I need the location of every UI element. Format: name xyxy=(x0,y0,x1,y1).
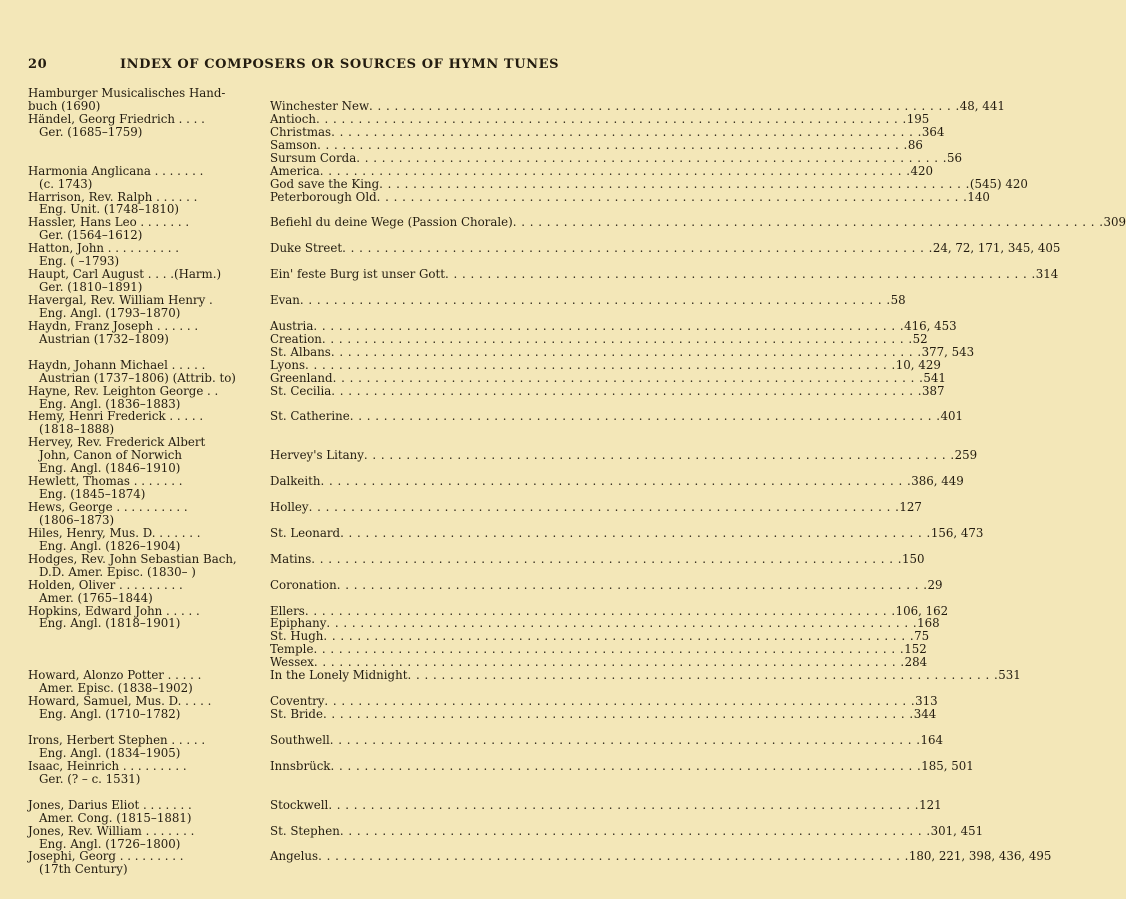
composer-text: Hopkins, Edward John . . . . . xyxy=(28,603,200,618)
index-line xyxy=(28,577,943,592)
hymn-numbers: 313 xyxy=(915,694,938,709)
composer-text: Ger. (1564–1612) xyxy=(39,228,143,243)
hymn-numbers: 86 xyxy=(907,137,923,152)
dot-leader: . . . . . . . . . . . . . . . . . . . . . . . . . . . . . . . . . . . . . . . . . . . . . . . . . . . . . . . . . . . . . . . . . . . . . . xyxy=(318,849,909,864)
tune-column xyxy=(270,139,923,152)
tune-name: Befiehl du deine Wege (Passion Chorale) xyxy=(270,215,513,230)
index-line xyxy=(28,566,598,579)
tune-column xyxy=(270,747,598,760)
composer-text: John, Canon of Norwich xyxy=(39,448,182,463)
composer-text: Hervey, Rev. Frederick Albert xyxy=(28,435,206,450)
hymn-numbers: 24, 72, 171, 345, 405 xyxy=(932,241,1061,256)
index-entries xyxy=(28,86,1126,877)
tune-column xyxy=(270,708,936,721)
index-entry xyxy=(28,409,963,437)
hymn-numbers: 420 xyxy=(910,163,934,178)
index-entry xyxy=(28,668,1021,696)
tune-column xyxy=(270,475,964,488)
index-entry xyxy=(28,823,984,851)
dot-leader: . . . . . . . . . . . . . . . . . . . . . . . . . . . . . . . . . . . . . . . . . . . . . . . . . . . . . . . . . . . . . . . . . . . . . . xyxy=(363,448,955,463)
tune-column xyxy=(270,825,983,838)
tune-name: Coronation xyxy=(270,577,337,592)
index-entry xyxy=(28,318,975,359)
dot-leader: . . . . . . . . . . . . . . . . . . . . . . . . . . . . . . . . . . . . . . . . . . . . . . . . . . . . . . . . . . . . . . . . . . . . . . xyxy=(330,344,922,359)
composer-text: Eng. Angl. (1726–1800) xyxy=(39,836,181,851)
composer-text: Eng. (1845–1874) xyxy=(39,487,146,502)
composer-text: (1806–1873) xyxy=(39,512,115,527)
composer-text: Jones, Darius Eliot . . . . . . . xyxy=(28,797,192,812)
tune-column xyxy=(270,423,598,436)
tune-column xyxy=(270,165,933,178)
index-entry xyxy=(28,383,945,411)
composer-text xyxy=(28,139,270,152)
hymn-numbers: 140 xyxy=(967,189,990,204)
index-line xyxy=(28,525,984,540)
tune-name: Christmas xyxy=(270,124,332,139)
hymn-numbers: 364 xyxy=(921,124,945,139)
dot-leader: . . . . . . . . . . . . . . . . . . . . . . . . . . . . . . . . . . . . . . . . . . . . . . . . . . . . . . . . . . . . . . . . . . . . . . xyxy=(321,331,913,346)
tune-column xyxy=(270,268,1058,281)
index-entry xyxy=(28,86,1005,113)
dot-leader: . . . . . . . . . . . . . . . . . . . . . . . . . . . . . . . . . . . . . . . . . . . . . . . . . . . . . . . . . . . . . . . . . . . . . . xyxy=(407,668,999,683)
tune-name: Wessex xyxy=(270,655,314,670)
index-line xyxy=(28,747,598,760)
index-entry xyxy=(28,694,938,721)
index-line xyxy=(28,797,942,812)
dot-leader: . . . . . . . . . . . . . . . . . . . . . . . . . . . . . . . . . . . . . . . . . . . . . . . . . . . . . . . . . . . . . . . . . . . . . . xyxy=(320,474,912,489)
tune-name: Ellers xyxy=(270,603,305,618)
hymn-numbers: 185, 501 xyxy=(921,758,974,773)
hymn-numbers: 156, 473 xyxy=(930,525,984,540)
composer-text: Haupt, Carl August . . . .(Harm.) xyxy=(28,267,222,282)
index-line xyxy=(28,540,598,553)
tune-column xyxy=(270,579,942,592)
tune-name: Duke Street xyxy=(270,241,343,256)
dot-leader: . . . . . . . . . . . . . . . . . . . . . . . . . . . . . . . . . . . . . . . . . . . . . . . . . . . . . . . . . . . . . . . . . . . . . . xyxy=(445,267,1036,282)
composer-text xyxy=(28,630,270,643)
composer-text: Eng. Angl. (1793–1870) xyxy=(39,305,181,320)
index-line xyxy=(28,823,984,838)
page-title: INDEX OF COMPOSERS OR SOURCES OF HYMN TUNES xyxy=(120,57,560,72)
composer-text: Hiles, Henry, Mus. D. . . . . . . xyxy=(28,525,201,540)
tune-column xyxy=(270,592,598,605)
dot-leader: . . . . . . . . . . . . . . . . . . . . . . . . . . . . . . . . . . . . . . . . . . . . . . . . . . . . . . . . . . . . . . . . . . . . . . xyxy=(311,551,903,566)
tune-column xyxy=(270,863,598,876)
hymn-numbers: 301, 451 xyxy=(930,823,984,838)
hymn-numbers: 314 xyxy=(1035,267,1059,282)
hymn-numbers: 164 xyxy=(920,732,944,747)
hymn-numbers: 541 xyxy=(923,370,946,385)
dot-leader: . . . . . . . . . . . . . . . . . . . . . . . . . . . . . . . . . . . . . . . . . . . . . . . . . . . . . . . . . . . . . . . . . . . . . . xyxy=(331,124,922,139)
tune-column xyxy=(270,178,1028,191)
dot-leader: . . . . . . . . . . . . . . . . . . . . . . . . . . . . . . . . . . . . . . . . . . . . . . . . . . . . . . . . . . . . . . . . . . . . . . xyxy=(326,616,918,631)
tune-column xyxy=(270,242,1060,255)
index-line xyxy=(28,863,598,876)
tune-name: Innsbrück xyxy=(270,758,331,773)
dot-leader: . . . . . . . . . . . . . . . . . . . . . . . . . . . . . . . . . . . . . . . . . . . . . . . . . . . . . . . . . . . . . . . . . . . . . . xyxy=(512,215,1104,230)
dot-leader: . . . . . . . . . . . . . . . . . . . . . . . . . . . . . . . . . . . . . . . . . . . . . . . . . . . . . . . . . . . . . . . . . . . . . . xyxy=(299,293,891,307)
tune-name: St. Albans xyxy=(270,344,331,359)
index-entry xyxy=(28,474,964,502)
composer-text: Ger. (1685–1759) xyxy=(39,124,143,139)
dot-leader: . . . . . . . . . . . . . . . . . . . . . . . . . . . . . . . . . . . . . . . . . . . . . . . . . . . . . . . . . . . . . . . . . . . . . . xyxy=(340,525,931,540)
dot-leader: . . . . . . . . . . . . . . . . . . . . . . . . . . . . . . . . . . . . . . . . . . . . . . . . . . . . . . . . . . . . . . . . . . . . . . xyxy=(349,409,941,424)
composer-text: (17th Century) xyxy=(39,862,128,877)
composer-text xyxy=(28,152,270,165)
tune-name: St. Stephen xyxy=(270,823,340,838)
tune-column xyxy=(270,449,977,462)
tune-column xyxy=(270,799,942,812)
dot-leader: . . . . . . . . . . . . . . . . . . . . . . . . . . . . . . . . . . . . . . . . . . . . . . . . . . . . . . . . . . . . . . . . . . . . . . xyxy=(332,370,924,385)
index-line xyxy=(28,150,963,165)
composer-text: Händel, Georg Friedrich . . . . xyxy=(28,111,205,126)
tune-name: Austria xyxy=(270,318,314,333)
composer-text: Ger. (1810–1891) xyxy=(39,280,143,295)
composer-text: Amer. Episc. (1838–1902) xyxy=(39,681,193,696)
tune-name: Greenland xyxy=(270,370,333,385)
index-line xyxy=(28,307,598,320)
dot-leader: . . . . . . . . . . . . . . . . . . . . . . . . . . . . . . . . . . . . . . . . . . . . . . . . . . . . . . . . . . . . . . . . . . . . . . xyxy=(319,163,911,178)
dot-leader: . . . . . . . . . . . . . . . . . . . . . . . . . . . . . . . . . . . . . . . . . . . . . . . . . . . . . . . . . . . . . . . . . . . . . . xyxy=(330,758,922,773)
tune-column xyxy=(270,514,598,527)
index-entry xyxy=(28,525,984,553)
hymn-numbers: 121 xyxy=(919,797,942,812)
tune-column xyxy=(270,191,990,204)
composer-text: Eng. Angl. (1836–1883) xyxy=(39,396,181,411)
index-entry xyxy=(28,163,1028,191)
tune-name: Samson xyxy=(270,137,318,152)
tune-name: Hervey's Litany xyxy=(270,448,364,463)
dot-leader: . . . . . . . . . . . . . . . . . . . . . . . . . . . . . . . . . . . . . . . . . . . . . . . . . . . . . . . . . . . . . . . . . . . . . . xyxy=(331,383,923,398)
hymn-numbers: 401 xyxy=(940,409,963,424)
composer-text: Eng. Angl. (1846–1910) xyxy=(39,461,181,476)
index-line xyxy=(28,773,598,786)
tune-column xyxy=(270,113,929,126)
composer-text: Isaac, Heinrich . . . . . . . . . xyxy=(28,758,187,773)
composer-text: Hamburger Musicalisches Hand- xyxy=(28,86,226,100)
composer-text: D.D. Amer. Episc. (1830– ) xyxy=(39,564,196,579)
hymn-numbers: 180, 221, 398, 436, 495 xyxy=(908,849,1052,864)
tune-name: Epiphany xyxy=(270,616,327,631)
composer-text: Amer. Cong. (1815–1881) xyxy=(39,810,192,825)
composer-text: Hatton, John . . . . . . . . . . xyxy=(28,241,180,256)
tune-column xyxy=(270,126,944,139)
composer-text: Irons, Herbert Stephen . . . . . xyxy=(28,732,206,747)
hymn-numbers: 377, 543 xyxy=(921,344,975,359)
dot-leader: . . . . . . . . . . . . . . . . . . . . . . . . . . . . . . . . . . . . . . . . . . . . . . . . . . . . . . . . . . . . . . . . . . . . . . xyxy=(339,823,931,838)
composer-text: Holden, Oliver . . . . . . . . . xyxy=(28,577,183,592)
index-entry xyxy=(28,435,978,476)
tune-name: America xyxy=(270,163,320,178)
tune-column xyxy=(270,307,598,320)
index-line xyxy=(28,707,937,721)
index-line xyxy=(28,111,930,126)
tune-name: Creation xyxy=(270,331,322,346)
tune-column xyxy=(270,294,906,307)
composer-text: Hassler, Hans Leo . . . . . . . xyxy=(28,215,190,230)
index-entry xyxy=(28,603,949,670)
tune-name: Southwell xyxy=(270,732,330,747)
composer-text: Josephi, Georg . . . . . . . . . xyxy=(28,849,184,864)
composer-text: Austrian (1732–1809) xyxy=(39,331,169,346)
index-entry xyxy=(28,189,990,217)
dot-leader: . . . . . . . . . . . . . . . . . . . . . . . . . . . . . . . . . . . . . . . . . . . . . . . . . . . . . . . . . . . . . . . . . . . . . . xyxy=(322,707,914,721)
index-entry xyxy=(28,849,1052,877)
composer-text: Harrison, Rev. Ralph . . . . . . xyxy=(28,189,198,204)
composer-text: (c. 1743) xyxy=(39,176,93,191)
composer-text: Eng. ( –1793) xyxy=(39,254,120,269)
index-line xyxy=(28,357,941,372)
dot-leader: . . . . . . . . . . . . . . . . . . . . . . . . . . . . . . . . . . . . . . . . . . . . . . . . . . . . . . . . . . . . . . . . . . . . . . xyxy=(379,176,970,191)
hymn-numbers: 150 xyxy=(902,551,925,566)
index-line xyxy=(28,331,928,346)
composer-text: Eng. Angl. (1818–1901) xyxy=(39,616,181,631)
index-line xyxy=(28,551,925,566)
dot-leader: . . . . . . . . . . . . . . . . . . . . . . . . . . . . . . . . . . . . . . . . . . . . . . . . . . . . . . . . . . . . . . . . . . . . . . xyxy=(329,732,921,747)
index-line xyxy=(28,176,1028,191)
composer-text: (1818–1888) xyxy=(39,422,115,437)
dot-leader: . . . . . . . . . . . . . . . . . . . . . . . . . . . . . . . . . . . . . . . . . . . . . . . . . . . . . . . . . . . . . . . . . . . . . . xyxy=(328,797,920,812)
composer-text: Amer. (1765–1844) xyxy=(39,590,153,605)
tune-column xyxy=(270,553,925,566)
index-line xyxy=(28,137,923,152)
dot-leader: . . . . . . . . . . . . . . . . . . . . . . . . . . . . . . . . . . . . . . . . . . . . . . . . . . . . . . . . . . . . . . . . . . . . . . xyxy=(323,629,915,644)
tune-name: Evan xyxy=(270,293,300,307)
hymn-numbers: 168 xyxy=(917,616,940,631)
hymn-numbers: 52 xyxy=(912,331,928,346)
tune-column xyxy=(270,152,962,165)
dot-leader: . . . . . . . . . . . . . . . . . . . . . . . . . . . . . . . . . . . . . . . . . . . . . . . . . . . . . . . . . . . . . . . . . . . . . . xyxy=(324,694,916,709)
dot-leader: . . . . . . . . . . . . . . . . . . . . . . . . . . . . . . . . . . . . . . . . . . . . . . . . . . . . . . . . . . . . . . . . . . . . . . xyxy=(376,189,968,204)
page-number: 20 xyxy=(28,57,48,72)
tune-column xyxy=(270,527,983,540)
hymn-numbers: 75 xyxy=(914,629,930,644)
composer-text: Howard, Alonzo Potter . . . . . xyxy=(28,668,202,683)
tune-name: Winchester New xyxy=(270,98,370,113)
index-line xyxy=(28,758,974,773)
index-line xyxy=(28,318,957,333)
tune-column xyxy=(270,540,598,553)
hymn-numbers: 344 xyxy=(913,707,937,721)
index-entry xyxy=(28,267,1059,295)
index-entry xyxy=(28,293,906,320)
hymn-numbers: 416, 453 xyxy=(904,318,957,333)
hymn-numbers: 259 xyxy=(954,448,978,463)
tune-name: Coventry xyxy=(270,694,325,709)
tune-column xyxy=(270,850,1051,863)
composer-text: Ger. (? – c. 1531) xyxy=(39,771,141,786)
hymn-numbers: 309 xyxy=(1103,215,1126,230)
index-line xyxy=(28,732,944,747)
index-line xyxy=(28,98,1005,113)
composer-text: Eng. Angl. (1826–1904) xyxy=(39,538,181,553)
tune-name: Ein' feste Burg ist unser Gott xyxy=(270,267,446,282)
tune-column xyxy=(270,812,598,825)
hymn-numbers: 127 xyxy=(899,500,922,514)
index-line xyxy=(28,87,598,100)
dot-leader: . . . . . . . . . . . . . . . . . . . . . . . . . . . . . . . . . . . . . . . . . . . . . . . . . . . . . . . . . . . . . . . . . . . . . . xyxy=(315,111,907,126)
tune-name: Stockwell xyxy=(270,797,329,812)
hymn-numbers: 284 xyxy=(904,655,928,670)
hymn-numbers: 48, 441 xyxy=(959,98,1005,113)
index-entry xyxy=(28,797,942,825)
composer-text: Hayne, Rev. Leighton George . . xyxy=(28,383,219,398)
hymn-numbers: 29 xyxy=(927,577,943,592)
index-line xyxy=(28,592,598,605)
tune-column xyxy=(270,385,945,398)
index-line xyxy=(28,344,975,359)
dot-leader: . . . . . . . . . . . . . . . . . . . . . . . . . . . . . . . . . . . . . . . . . . . . . . . . . . . . . . . . . . . . . . . . . . . . . . xyxy=(305,357,896,372)
page-header xyxy=(28,57,612,79)
hymn-numbers: 56 xyxy=(947,150,963,165)
index-line xyxy=(28,500,922,514)
hymn-numbers: 387 xyxy=(922,383,945,398)
index-line xyxy=(28,293,906,307)
index-entry xyxy=(28,500,922,527)
index-entry xyxy=(28,758,974,786)
composer-text: Havergal, Rev. William Henry . xyxy=(28,293,213,307)
composer-text: Hews, George . . . . . . . . . . xyxy=(28,500,188,514)
index-line xyxy=(28,383,945,398)
composer-text: Hemy, Henri Frederick . . . . . xyxy=(28,409,204,424)
index-entry xyxy=(28,215,1126,243)
tune-name: St. Cecilia xyxy=(270,383,332,398)
tune-column xyxy=(270,773,598,786)
tune-column xyxy=(270,734,943,747)
tune-name: Sursum Corda xyxy=(270,150,357,165)
composer-text: Eng. Angl. (1834–1905) xyxy=(39,745,181,760)
index-line xyxy=(28,124,945,139)
tune-name: Dalkeith xyxy=(270,474,321,489)
composer-text: Hodges, Rev. John Sebastian Bach, xyxy=(28,551,237,566)
hymn-numbers: 531 xyxy=(998,668,1021,683)
dot-leader: . . . . . . . . . . . . . . . . . . . . . . . . . . . . . . . . . . . . . . . . . . . . . . . . . . . . . . . . . . . . . . . . . . . . . . xyxy=(336,577,928,592)
composer-text: Haydn, Franz Joseph . . . . . . xyxy=(28,318,199,333)
tune-column xyxy=(270,320,957,333)
tune-column xyxy=(270,216,1126,229)
composer-text: Jones, Rev. William . . . . . . . xyxy=(28,823,195,838)
index-entry xyxy=(28,732,944,760)
hymn-numbers: 152 xyxy=(904,642,927,657)
tune-column xyxy=(270,410,963,423)
composer-text xyxy=(28,643,270,656)
hymn-numbers: 10, 429 xyxy=(895,357,941,372)
index-entry xyxy=(28,577,943,605)
dot-leader: . . . . . . . . . . . . . . . . . . . . . . . . . . . . . . . . . . . . . . . . . . . . . . . . . . . . . . . . . . . . . . . . . . . . . . xyxy=(342,241,933,256)
dot-leader: . . . . . . . . . . . . . . . . . . . . . . . . . . . . . . . . . . . . . . . . . . . . . . . . . . . . . . . . . . . . . . . . . . . . . . xyxy=(317,137,908,152)
index-line xyxy=(28,370,946,385)
composer-text: Eng. Unit. (1748–1810) xyxy=(39,202,179,217)
tune-column xyxy=(270,760,974,773)
dot-leader: . . . . . . . . . . . . . . . . . . . . . . . . . . . . . . . . . . . . . . . . . . . . . . . . . . . . . . . . . . . . . . . . . . . . . . xyxy=(308,500,900,514)
tune-name: In the Lonely Midnight xyxy=(270,668,408,683)
composer-text: Austrian (1737–1806) (Attrib. to) xyxy=(39,370,236,385)
index-entry xyxy=(28,241,1061,269)
tune-column xyxy=(270,333,928,346)
composer-text: Eng. Angl. (1710–1782) xyxy=(39,707,181,721)
tune-column xyxy=(270,359,941,372)
index-line xyxy=(28,514,598,527)
tune-name: God save the King xyxy=(270,176,380,191)
tune-name: Peterborough Old xyxy=(270,189,377,204)
tune-name: Lyons xyxy=(270,357,306,372)
hymn-numbers: 106, 162 xyxy=(895,603,949,618)
tune-column xyxy=(270,346,974,359)
tune-name: Temple xyxy=(270,642,314,657)
composer-text xyxy=(28,346,270,359)
dot-leader: . . . . . . . . . . . . . . . . . . . . . . . . . . . . . . . . . . . . . . . . . . . . . . . . . . . . . . . . . . . . . . . . . . . . . . xyxy=(304,603,896,618)
tune-name: St. Bride xyxy=(270,707,323,721)
tune-name: Holley xyxy=(270,500,309,514)
composer-text: Harmonia Anglicana . . . . . . . xyxy=(28,163,204,178)
hymn-numbers: 58 xyxy=(890,293,906,307)
tune-column xyxy=(270,566,598,579)
hymn-numbers: 386, 449 xyxy=(911,474,964,489)
index-entry xyxy=(28,357,946,385)
dot-leader: . . . . . . . . . . . . . . . . . . . . . . . . . . . . . . . . . . . . . . . . . . . . . . . . . . . . . . . . . . . . . . . . . . . . . . xyxy=(313,318,905,333)
tune-column xyxy=(270,669,1021,682)
index-entry xyxy=(28,111,963,165)
tune-name: St. Hugh xyxy=(270,629,324,644)
index-line xyxy=(28,163,934,178)
tune-column xyxy=(270,372,946,385)
hymn-numbers: (545) 420 xyxy=(969,176,1028,191)
index-entry xyxy=(28,551,925,579)
composer-text: Haydn, Johann Michael . . . . . xyxy=(28,357,206,372)
dot-leader: . . . . . . . . . . . . . . . . . . . . . . . . . . . . . . . . . . . . . . . . . . . . . . . . . . . . . . . . . . . . . . . . . . . . . . xyxy=(313,655,905,670)
index-line xyxy=(28,812,598,825)
hymn-numbers: 195 xyxy=(906,111,930,126)
tune-name: St. Catherine xyxy=(270,409,350,424)
tune-name: Antioch xyxy=(270,111,316,126)
dot-leader: . . . . . . . . . . . . . . . . . . . . . . . . . . . . . . . . . . . . . . . . . . . . . . . . . . . . . . . . . . . . . . . . . . . . . . xyxy=(356,150,948,165)
tune-name: St. Leonard xyxy=(270,525,341,540)
tune-column xyxy=(270,501,922,514)
tune-name: Matins xyxy=(270,551,312,566)
tune-column xyxy=(270,87,598,100)
tune-name: Angelus xyxy=(270,849,319,864)
composer-text: Howard, Samuel, Mus. D. . . . . xyxy=(28,694,212,709)
composer-text: buch (1690) xyxy=(28,98,101,113)
tune-column xyxy=(270,100,1005,113)
dot-leader: . . . . . . . . . . . . . . . . . . . . . . . . . . . . . . . . . . . . . . . . . . . . . . . . . . . . . . . . . . . . . . . . . . . . . . xyxy=(369,98,960,113)
dot-leader: . . . . . . . . . . . . . . . . . . . . . . . . . . . . . . . . . . . . . . . . . . . . . . . . . . . . . . . . . . . . . . . . . . . . . . xyxy=(313,642,905,657)
composer-text: Hewlett, Thomas . . . . . . . xyxy=(28,474,183,489)
